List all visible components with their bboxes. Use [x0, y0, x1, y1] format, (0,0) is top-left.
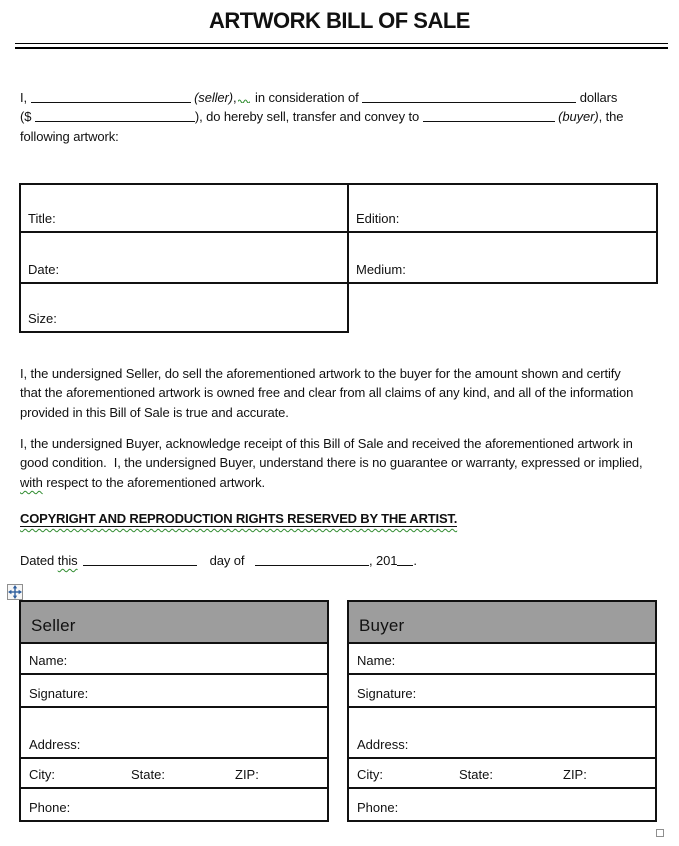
dated-month-blank[interactable] — [255, 553, 369, 566]
seller-header-row — [20, 601, 328, 643]
seller-address-label: Address: — [29, 737, 81, 752]
copyright-heading-text: COPYRIGHT AND REPRODUCTION RIGHTS RESERVED BY THE ARTIST. — [20, 511, 458, 526]
intro-following-artwork: following artwork: — [20, 128, 119, 144]
table-row — [20, 788, 328, 821]
dated-period: . — [413, 553, 417, 568]
seller-state-label: State: — [131, 767, 165, 782]
buyer-para-line-1: I, the undersigned Buyer, acknowledge receipt of this Bill of Sale and received the aforementioned artwork in — [20, 436, 633, 451]
dated-day-number-blank[interactable] — [83, 553, 197, 566]
buyer-name-blank[interactable] — [423, 109, 555, 122]
dated-pre: Dated — [20, 553, 55, 568]
seller-header-cell: Seller — [20, 601, 328, 643]
buyer-city-state-zip-cell[interactable] — [348, 758, 656, 788]
intro-dollar-open: ($ — [20, 109, 32, 125]
buyer-address-label: Address: — [357, 737, 409, 752]
table-row — [348, 758, 656, 788]
table-row — [20, 674, 328, 707]
buyer-name-cell[interactable] — [348, 643, 656, 674]
seller-city-label: City: — [29, 767, 55, 782]
artwork-edition-label: Edition: — [356, 211, 400, 226]
page-title: ARTWORK BILL OF SALE — [209, 8, 470, 33]
seller-info-table — [19, 600, 329, 822]
seller-name-blank[interactable] — [31, 90, 191, 103]
seller-para-line-3: provided in this Bill of Sale is true and accurate. — [20, 404, 289, 420]
dated-line — [20, 551, 417, 570]
intro-line-1 — [20, 88, 668, 107]
buyer-para-line-2: good condition. I, the undersigned Buyer, understand there is no guarantee or warranty, expressed or implied, — [20, 455, 643, 471]
artwork-title-label: Title: — [28, 211, 56, 226]
buyer-name-label: Name: — [357, 653, 396, 668]
buyer-info-table — [347, 600, 657, 822]
table-row — [20, 643, 328, 674]
amount-words-blank[interactable] — [362, 90, 576, 103]
intro-pre: I, — [20, 90, 28, 105]
buyer-declaration-paragraph — [20, 434, 675, 492]
seller-label: (seller) — [194, 90, 233, 105]
grammar-squiggle-icon — [238, 98, 250, 103]
dated-year-blank[interactable] — [397, 553, 413, 566]
buyer-header-cell: Buyer — [348, 601, 656, 643]
artwork-edition-cell[interactable] — [348, 184, 657, 232]
intro-line-2 — [20, 107, 668, 126]
seller-label-comma: , — [233, 90, 237, 105]
buyer-label: (buyer) — [558, 109, 599, 125]
table-row — [348, 674, 656, 707]
artwork-empty-cell — [348, 283, 657, 332]
intro-paragraph — [20, 88, 668, 146]
seller-zip-label: ZIP: — [235, 767, 259, 782]
table-resize-icon[interactable] — [656, 829, 664, 837]
seller-name-label: Name: — [29, 653, 68, 668]
seller-phone-label: Phone: — [29, 800, 71, 815]
dated-this-word: this — [57, 553, 78, 568]
intro-dollars: dollars — [579, 90, 618, 105]
buyer-city-label: City: — [357, 767, 383, 782]
buyer-para-line-3-rest: respect to the aforementioned artwork. — [42, 474, 265, 490]
table-move-icon[interactable] — [7, 584, 23, 600]
table-row — [20, 758, 328, 788]
buyer-para-line-3 — [20, 473, 675, 492]
buyer-phone-label: Phone: — [357, 800, 399, 815]
buyer-phone-cell[interactable] — [348, 788, 656, 821]
buyer-signature-label: Signature: — [357, 686, 417, 701]
buyer-header-row — [348, 601, 656, 643]
intro-convey-text: ), do hereby sell, transfer and convey to — [194, 109, 420, 125]
table-row — [20, 707, 328, 758]
artwork-row-1 — [20, 184, 657, 232]
buyer-signature-cell[interactable] — [348, 674, 656, 707]
seller-para-line-1: I, the undersigned Seller, do sell the aforementioned artwork to the buyer for the amount shown and certify — [20, 366, 621, 381]
artwork-row-3 — [20, 283, 657, 332]
seller-declaration-paragraph — [20, 364, 675, 422]
seller-city-state-zip-cell[interactable] — [20, 758, 328, 788]
dated-year-prefix: , 201 — [368, 553, 398, 568]
seller-signature-cell[interactable] — [20, 674, 328, 707]
intro-line-3 — [20, 127, 668, 146]
artwork-row-2 — [20, 232, 657, 283]
seller-address-cell[interactable] — [20, 707, 328, 758]
seller-para-line-2: that the aforementioned artwork is owned free and clear from all claims of any kind, and all of the information — [20, 385, 634, 401]
seller-phone-cell[interactable] — [20, 788, 328, 821]
intro-mid: in consideration of — [255, 90, 359, 105]
artwork-date-label: Date: — [28, 262, 60, 277]
dated-day-of: day of — [209, 553, 245, 568]
artwork-medium-cell[interactable] — [348, 232, 657, 283]
table-row — [348, 788, 656, 821]
title-divider — [15, 43, 668, 49]
table-row — [348, 643, 656, 674]
seller-name-cell[interactable] — [20, 643, 328, 674]
artwork-date-cell[interactable] — [20, 232, 348, 283]
buyer-label-after: , the — [598, 109, 624, 125]
artwork-size-label: Size: — [28, 311, 57, 326]
artwork-medium-label: Medium: — [356, 262, 406, 277]
amount-number-blank[interactable] — [35, 109, 195, 122]
seller-signature-label: Signature: — [29, 686, 89, 701]
table-row — [348, 707, 656, 758]
artwork-title-cell[interactable] — [20, 184, 348, 232]
copyright-heading — [20, 511, 457, 526]
buyer-zip-label: ZIP: — [563, 767, 587, 782]
artwork-details-table — [19, 183, 658, 333]
artwork-size-cell[interactable] — [20, 283, 348, 332]
buyer-address-cell[interactable] — [348, 707, 656, 758]
buyer-para-squiggle-word: with — [20, 474, 43, 490]
buyer-state-label: State: — [459, 767, 493, 782]
